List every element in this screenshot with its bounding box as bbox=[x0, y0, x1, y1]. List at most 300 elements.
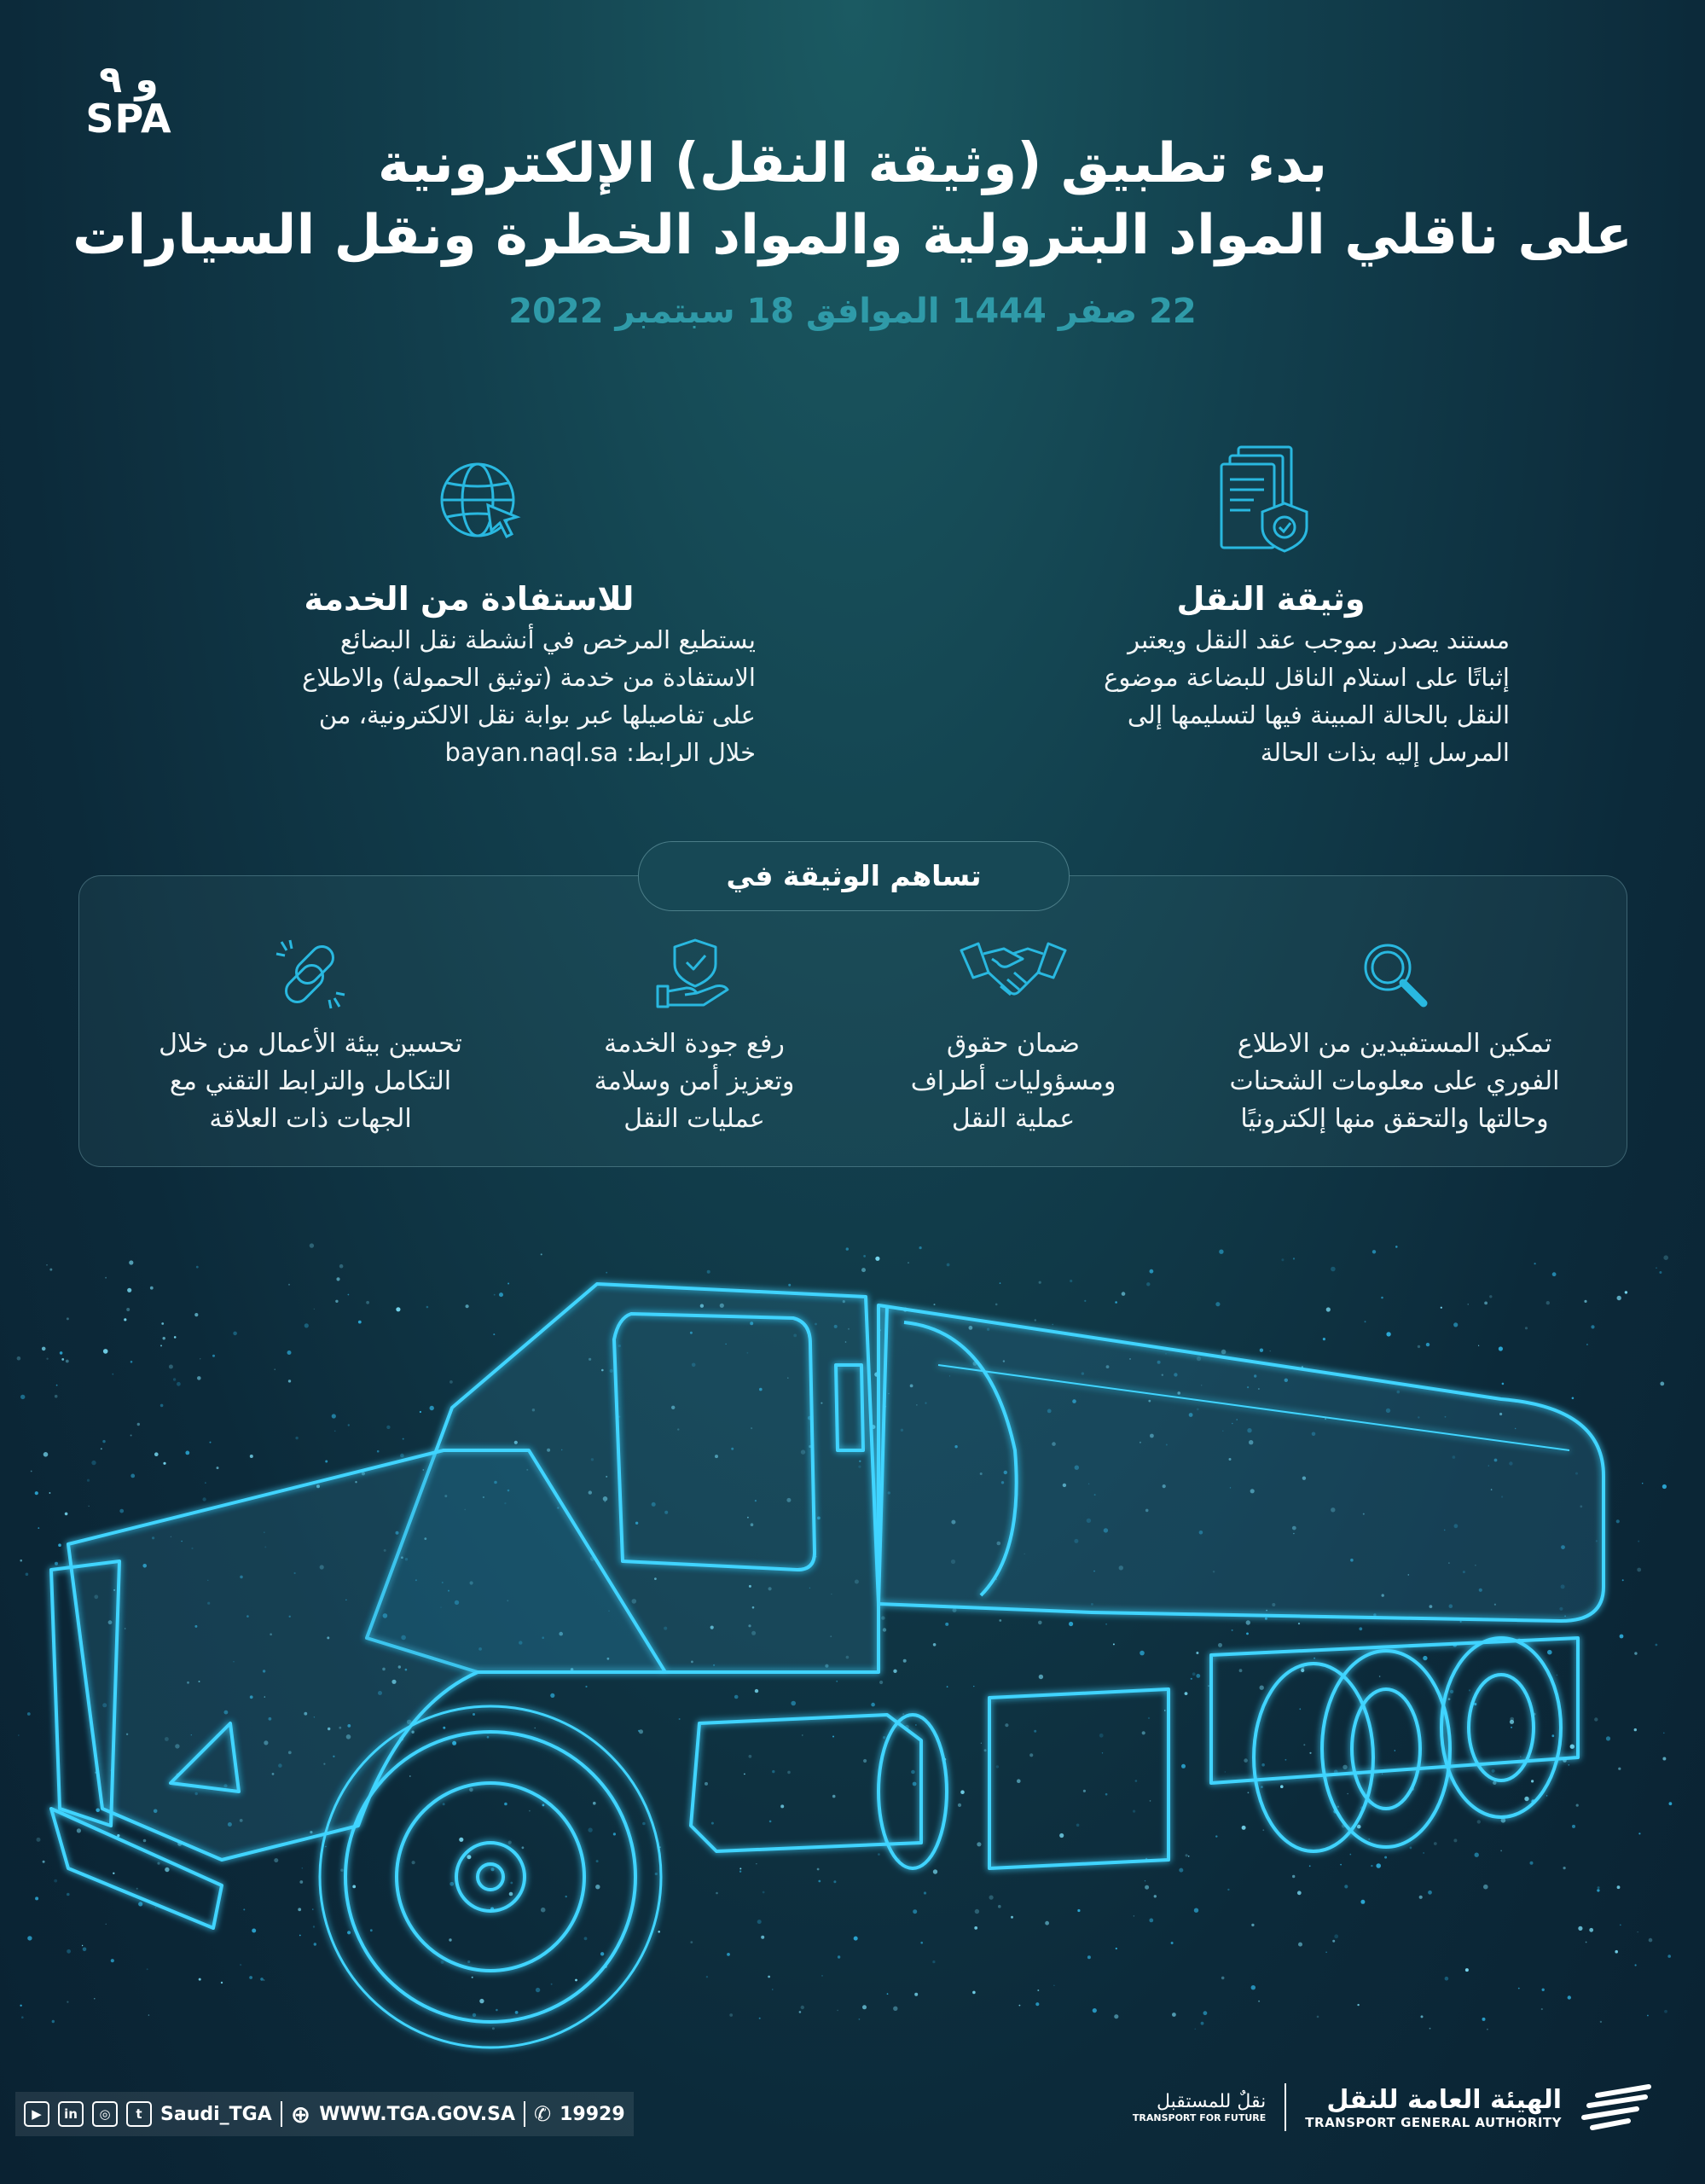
particle bbox=[1572, 1825, 1575, 1828]
particle bbox=[1172, 2013, 1176, 2017]
particle bbox=[1656, 1267, 1657, 1269]
particle bbox=[1270, 1350, 1271, 1351]
particle bbox=[1029, 1753, 1033, 1757]
particle bbox=[473, 2013, 476, 2017]
globe-icon: ⊕ bbox=[290, 2100, 311, 2129]
particle bbox=[1469, 1689, 1470, 1691]
particle bbox=[1474, 1703, 1476, 1705]
particle bbox=[755, 1689, 758, 1693]
contribution-line: وحالتها والتحقق منها إلكترونيًا bbox=[1240, 1104, 1549, 1134]
particle bbox=[249, 1976, 252, 1979]
particle bbox=[1265, 1618, 1267, 1620]
particle bbox=[352, 1885, 356, 1889]
particle bbox=[1280, 1785, 1284, 1788]
particle bbox=[160, 1404, 164, 1408]
particle bbox=[1258, 2001, 1260, 2002]
particle bbox=[441, 1960, 444, 1964]
particle bbox=[1179, 1868, 1183, 1873]
particle bbox=[1586, 1942, 1587, 1943]
particle bbox=[510, 1882, 513, 1885]
particle bbox=[1035, 1319, 1036, 1321]
particle bbox=[541, 1908, 546, 1913]
particle bbox=[1360, 1900, 1365, 1904]
particle bbox=[705, 1782, 708, 1786]
contribution-line: التكامل والترابط التقني مع bbox=[169, 1066, 452, 1096]
particle bbox=[1334, 1934, 1338, 1938]
particle bbox=[606, 1272, 607, 1274]
particle bbox=[1410, 1847, 1412, 1850]
date-line: 22 صفر 1444 الموافق 18 سبتمبر 2022 bbox=[508, 292, 1197, 331]
particle bbox=[310, 1243, 314, 1247]
particle bbox=[161, 1322, 164, 1325]
particle bbox=[1618, 1768, 1621, 1770]
particle bbox=[1332, 1940, 1335, 1943]
particle bbox=[38, 1527, 39, 1529]
particle bbox=[1039, 1675, 1043, 1679]
particle bbox=[336, 1277, 339, 1281]
particle bbox=[1150, 1800, 1151, 1802]
particle bbox=[729, 2013, 733, 2017]
tanker-truck-illustration bbox=[0, 1194, 1705, 2073]
particle bbox=[1502, 1383, 1505, 1385]
service-line: على تفاصيلها عبر بوابة نقل الالكترونية، من bbox=[318, 700, 756, 729]
particle bbox=[1314, 1658, 1315, 1659]
particle bbox=[1181, 1764, 1186, 1769]
particle bbox=[1113, 1643, 1115, 1645]
particle bbox=[340, 1869, 343, 1872]
particle bbox=[217, 1467, 219, 1469]
particle bbox=[838, 1955, 840, 1958]
particle bbox=[1070, 1280, 1072, 1282]
particle bbox=[499, 1292, 503, 1297]
particle bbox=[1301, 1669, 1304, 1672]
particle bbox=[452, 1741, 456, 1745]
particle bbox=[26, 1573, 29, 1577]
particle bbox=[335, 1300, 338, 1303]
particle bbox=[154, 1452, 159, 1456]
particle bbox=[1150, 1269, 1154, 1274]
particle bbox=[981, 1743, 982, 1744]
particle bbox=[734, 1695, 739, 1699]
particle bbox=[1164, 1710, 1165, 1711]
particle bbox=[449, 1380, 453, 1384]
particle bbox=[138, 1902, 142, 1906]
particle bbox=[1570, 1745, 1575, 1749]
particle bbox=[690, 1941, 693, 1943]
particle bbox=[77, 1828, 81, 1833]
particle bbox=[91, 1461, 96, 1465]
phone-number[interactable]: 19929 bbox=[560, 2103, 625, 2125]
particle bbox=[1293, 1258, 1295, 1259]
particle bbox=[817, 1868, 820, 1871]
particle bbox=[96, 1809, 100, 1813]
particle bbox=[1598, 1886, 1600, 1889]
particle bbox=[788, 1284, 791, 1287]
particle bbox=[1246, 1620, 1250, 1624]
particle bbox=[240, 1964, 241, 1966]
particle bbox=[1347, 1793, 1348, 1795]
contributions-header: تساهم الوثيقة في bbox=[638, 841, 1070, 911]
footer-contact-bar bbox=[15, 2092, 634, 2136]
particle bbox=[304, 1323, 309, 1327]
particle bbox=[585, 1686, 587, 1687]
particle bbox=[412, 1861, 415, 1864]
particle bbox=[613, 1833, 616, 1835]
particle bbox=[593, 1802, 596, 1805]
particle bbox=[999, 1619, 1001, 1622]
particle bbox=[1616, 1519, 1620, 1523]
particle bbox=[875, 1257, 879, 1261]
particle bbox=[859, 2018, 861, 2020]
contribution-line: ضمان حقوق bbox=[946, 1029, 1081, 1059]
particle bbox=[449, 1882, 454, 1886]
particle bbox=[1662, 1757, 1666, 1761]
particle bbox=[150, 1287, 154, 1290]
particle bbox=[846, 1247, 849, 1250]
particle bbox=[1102, 1752, 1103, 1753]
particle bbox=[1053, 1985, 1054, 1986]
particle bbox=[466, 1304, 469, 1308]
particle bbox=[727, 1953, 730, 1956]
particle bbox=[105, 1277, 107, 1279]
particle bbox=[403, 1438, 404, 1440]
particle bbox=[1376, 1863, 1381, 1868]
particle bbox=[449, 1938, 451, 1941]
particle bbox=[1478, 1345, 1479, 1346]
particle bbox=[1524, 1797, 1528, 1801]
particle bbox=[763, 1891, 765, 1894]
particle bbox=[1591, 1325, 1594, 1328]
particle bbox=[833, 1880, 836, 1883]
contribution-item bbox=[515, 938, 873, 1138]
particle bbox=[426, 1306, 429, 1309]
particle bbox=[1647, 2015, 1649, 2017]
particle bbox=[1492, 1769, 1495, 1773]
particle bbox=[67, 1317, 69, 1320]
particle bbox=[252, 1929, 256, 1933]
contribution-line: الفوري على معلومات الشحنات bbox=[1229, 1066, 1560, 1096]
particle bbox=[1381, 1297, 1383, 1299]
particle bbox=[932, 1960, 935, 1963]
particle bbox=[542, 1804, 545, 1807]
particle bbox=[787, 1771, 791, 1774]
particle bbox=[194, 1313, 198, 1316]
particle bbox=[325, 1461, 328, 1463]
particle bbox=[66, 1360, 69, 1363]
rear-wheels bbox=[1254, 1638, 1561, 1851]
particle bbox=[707, 1270, 710, 1274]
particle bbox=[250, 1455, 253, 1458]
particle bbox=[1371, 1865, 1372, 1867]
particle bbox=[287, 1350, 292, 1355]
particle bbox=[1656, 1644, 1658, 1647]
particle bbox=[871, 1703, 875, 1707]
particle bbox=[1218, 1643, 1222, 1647]
particle bbox=[177, 1382, 181, 1386]
particle bbox=[1114, 2014, 1118, 2018]
particle bbox=[165, 1867, 169, 1872]
particle bbox=[515, 2011, 519, 2014]
particle bbox=[20, 2005, 21, 2007]
particle bbox=[1600, 2021, 1602, 2023]
particle bbox=[772, 1770, 774, 1773]
particle bbox=[1115, 1301, 1117, 1304]
contribution-line: تحسين بيئة الأعمال من خلال bbox=[159, 1029, 462, 1059]
particle bbox=[67, 2001, 68, 2003]
particle bbox=[102, 1440, 105, 1443]
page-title bbox=[0, 128, 1705, 271]
particle bbox=[960, 1790, 965, 1794]
particle bbox=[879, 1681, 883, 1684]
particle bbox=[1281, 1258, 1284, 1261]
particle bbox=[348, 1294, 350, 1296]
particle bbox=[467, 1960, 470, 1963]
particle bbox=[1171, 1942, 1174, 1944]
particle bbox=[199, 1978, 201, 1981]
particle bbox=[205, 1482, 206, 1484]
particle bbox=[1569, 1764, 1570, 1766]
particle bbox=[136, 1888, 138, 1890]
particle bbox=[65, 1513, 68, 1516]
title-line-1: بدء تطبيق (وثيقة النقل) الإلكترونية bbox=[377, 132, 1328, 195]
particle bbox=[1589, 1928, 1593, 1932]
particle bbox=[325, 1846, 326, 1847]
particle bbox=[1340, 1864, 1342, 1866]
particle bbox=[799, 2011, 802, 2013]
particle bbox=[163, 1337, 165, 1339]
particle bbox=[744, 1774, 745, 1775]
particle bbox=[638, 1730, 640, 1732]
particle bbox=[1372, 1250, 1376, 1253]
particle bbox=[443, 1803, 445, 1805]
particle bbox=[972, 1991, 976, 1995]
particle bbox=[358, 1321, 362, 1324]
particle bbox=[1285, 1759, 1287, 1761]
particle bbox=[1542, 1989, 1545, 1991]
particle bbox=[155, 1907, 157, 1908]
particle bbox=[1511, 1727, 1512, 1728]
particle bbox=[58, 1543, 61, 1547]
particle bbox=[473, 1713, 475, 1716]
particle bbox=[491, 1867, 495, 1871]
particle bbox=[1192, 1672, 1196, 1676]
particle bbox=[769, 1821, 772, 1823]
particle bbox=[924, 1891, 926, 1894]
particle bbox=[642, 1822, 646, 1826]
particle bbox=[1659, 1271, 1662, 1274]
particle bbox=[288, 1284, 290, 1286]
particle bbox=[1225, 1771, 1226, 1772]
particle bbox=[83, 1948, 87, 1952]
particle bbox=[761, 1936, 764, 1939]
particle bbox=[1638, 1541, 1639, 1542]
particle bbox=[1035, 2002, 1039, 2006]
particle bbox=[893, 2007, 897, 2011]
particle bbox=[1298, 1623, 1300, 1624]
particle bbox=[1552, 1272, 1557, 1276]
particle bbox=[1637, 1568, 1641, 1572]
particle bbox=[920, 1942, 923, 1944]
twitter-icon[interactable]: t bbox=[126, 2101, 152, 2127]
particle bbox=[1357, 2004, 1359, 2006]
particle bbox=[1606, 1736, 1610, 1740]
particle bbox=[768, 1976, 770, 1978]
particle bbox=[459, 1838, 463, 1842]
particle bbox=[1551, 1734, 1554, 1737]
transport-for-future-logo bbox=[1133, 2091, 1266, 2123]
contribution-item bbox=[1215, 938, 1574, 1138]
particle bbox=[818, 1880, 821, 1883]
particle bbox=[55, 1395, 58, 1398]
particle bbox=[1635, 1964, 1637, 1966]
particle bbox=[507, 1283, 509, 1285]
particle bbox=[94, 1998, 95, 1999]
particle bbox=[1323, 1338, 1325, 1340]
document-title: وثيقة النقل bbox=[1176, 580, 1366, 618]
contribution-line: رفع جودة الخدمة bbox=[604, 1029, 785, 1059]
particle bbox=[1196, 1652, 1198, 1654]
instagram-icon[interactable]: ◎ bbox=[92, 2101, 118, 2127]
particle bbox=[739, 1871, 741, 1873]
particle bbox=[595, 1885, 600, 1889]
social-handle[interactable]: Saudi_TGA bbox=[160, 2103, 272, 2125]
particle bbox=[332, 1414, 336, 1418]
particle bbox=[1077, 1909, 1080, 1912]
particle bbox=[160, 1345, 162, 1346]
particle bbox=[197, 1376, 201, 1380]
particle bbox=[1423, 1852, 1424, 1853]
document-line: مستند يصدر بموجب عقد النقل ويعتبر bbox=[1128, 625, 1510, 654]
particle bbox=[836, 1681, 838, 1682]
particle bbox=[46, 1264, 48, 1266]
particle bbox=[1292, 1875, 1295, 1878]
particle bbox=[837, 2010, 838, 2011]
particle bbox=[366, 1301, 369, 1304]
particle bbox=[933, 1869, 937, 1873]
document-line: النقل بالحالة المبينة فيها لتسليمها إلى bbox=[1127, 700, 1510, 729]
particle bbox=[913, 1782, 917, 1786]
tga-english: TRANSPORT GENERAL AUTHORITY bbox=[1305, 2114, 1562, 2130]
contribution-line: ومسؤوليات أطراف bbox=[910, 1066, 1116, 1096]
particle bbox=[780, 1804, 784, 1808]
particle bbox=[1617, 1296, 1621, 1300]
document-line: إثباتًا على استلام الناقل للبضاعة موضوع bbox=[1104, 663, 1510, 692]
particle bbox=[749, 1755, 752, 1758]
particle bbox=[1386, 1332, 1390, 1336]
tank-body bbox=[879, 1305, 1604, 1621]
particle bbox=[37, 1838, 41, 1842]
particle bbox=[1244, 1758, 1248, 1763]
particle bbox=[1298, 1943, 1302, 1947]
particle bbox=[1617, 1885, 1621, 1889]
particle bbox=[1195, 2029, 1197, 2030]
particle bbox=[106, 1924, 107, 1925]
particle bbox=[89, 1506, 90, 1507]
particle bbox=[157, 1862, 159, 1865]
particle bbox=[243, 1908, 245, 1910]
contribution-item bbox=[131, 938, 490, 1138]
particle bbox=[504, 1803, 507, 1806]
particle bbox=[119, 1509, 124, 1513]
particle bbox=[1145, 1885, 1149, 1890]
particle bbox=[998, 1905, 1001, 1908]
particle bbox=[67, 1949, 71, 1954]
particle bbox=[143, 1839, 147, 1843]
particle bbox=[469, 1788, 473, 1792]
particle bbox=[1667, 1955, 1671, 1958]
particle bbox=[274, 1858, 278, 1862]
particle bbox=[575, 1979, 577, 1982]
particle bbox=[1246, 1633, 1249, 1635]
particle bbox=[339, 1264, 344, 1269]
linkedin-icon[interactable]: in bbox=[58, 2101, 84, 2127]
particle bbox=[43, 1861, 45, 1863]
tga-logo-text bbox=[1305, 2085, 1562, 2130]
particle bbox=[1445, 1977, 1449, 1981]
particle bbox=[479, 1999, 484, 2003]
particle bbox=[802, 1734, 803, 1735]
particle bbox=[174, 1336, 177, 1339]
particle bbox=[101, 1448, 102, 1449]
particle bbox=[1017, 1779, 1021, 1783]
particle bbox=[54, 1879, 57, 1883]
particle bbox=[508, 1841, 512, 1844]
particle bbox=[1418, 1345, 1420, 1348]
shield-hand-icon bbox=[656, 938, 733, 1010]
particle bbox=[1011, 1916, 1013, 1919]
particle bbox=[130, 1435, 132, 1437]
particle bbox=[17, 1356, 21, 1361]
chain-link-icon bbox=[275, 938, 346, 1010]
particle bbox=[43, 1452, 49, 1457]
particle bbox=[1105, 1793, 1108, 1796]
particle bbox=[1465, 1968, 1469, 1972]
particle bbox=[386, 1426, 390, 1429]
particle bbox=[494, 1294, 496, 1296]
particle bbox=[1343, 1765, 1347, 1769]
particle bbox=[112, 1374, 113, 1375]
particle bbox=[298, 1908, 301, 1911]
particle bbox=[1638, 1833, 1640, 1834]
particle bbox=[529, 1810, 531, 1812]
particle bbox=[947, 1686, 948, 1687]
particle bbox=[126, 1308, 130, 1311]
particle bbox=[1660, 1382, 1664, 1386]
particle bbox=[1261, 1763, 1265, 1767]
particle bbox=[1194, 1908, 1198, 1913]
particle bbox=[1625, 1291, 1627, 1293]
handshake-icon bbox=[958, 938, 1069, 1010]
particle bbox=[1662, 1484, 1667, 1489]
website-link[interactable]: WWW.TGA.GOV.SA bbox=[319, 2103, 516, 2125]
particle bbox=[1344, 1885, 1348, 1888]
particle bbox=[1534, 1263, 1536, 1264]
particle bbox=[1634, 1652, 1637, 1654]
particle bbox=[1188, 1856, 1190, 1857]
particle bbox=[1634, 1728, 1637, 1731]
particle bbox=[934, 1304, 936, 1305]
particle bbox=[1116, 1948, 1117, 1949]
particle bbox=[493, 1333, 495, 1335]
particle bbox=[49, 1269, 52, 1271]
particle bbox=[1239, 1669, 1243, 1672]
youtube-icon[interactable]: ▶ bbox=[24, 2101, 49, 2127]
divider bbox=[281, 2101, 282, 2127]
spa-logo-bottom: SPA bbox=[85, 96, 172, 142]
particle bbox=[863, 1759, 867, 1763]
particle bbox=[1586, 1344, 1588, 1345]
particle bbox=[887, 1993, 889, 1995]
